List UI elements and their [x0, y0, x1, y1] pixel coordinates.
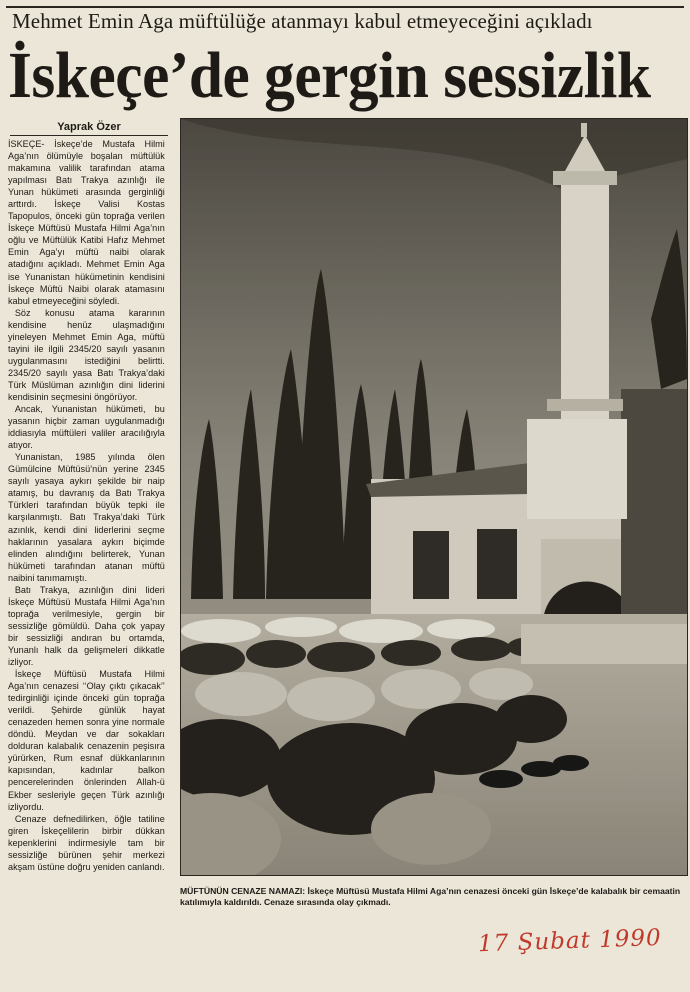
- article-paragraph: İskeçe Müftüsü Mustafa Hilmi Aga’nın cenazesi ‘‘Olay çıktı çıkacak’’ tedirginliği içinde önceki gün toprağa verildi. Şehirde günlük hayat cenazeden hemen sonra yine normale döndü. Meydan ve dar sokakları dolduran kalabalık cenazenin peşisıra yürürken, Rum esnaf dükkanlarının kapısından, kadınlar balkon pencerelerinden önlerinden Allah-ü Ekber sesleriyle geçen Türk azınlığı izliyordu.: [8, 669, 165, 812]
- article-paragraph: Ancak, Yunanistan hükümeti, bu yasanın hiçbir zaman uygulanmadığı iddiasıyla müftüleri valiler aracılığıyla atıyor.: [8, 404, 165, 451]
- article-paragraph: Yunanistan, 1985 yılında ölen Gümülcine Müftüsü’nün yerine 2345 sayılı yasaya aykırı şekilde bir naip atamış, bu davranış da Batı Trakya Türkleri tarafından büyük tepki ile karşılanmıştı. Batı Trakya’daki Türk azınlık, kendi dini liderlerini seçme haklarının yasalara aykırı biçimde elinden alındığını belirterek, Yunan hükümeti tarafından atanan müftü naibini tanımamıştı.: [8, 452, 165, 583]
- article-paragraph: İSKEÇE- İskeçe’de Mustafa Hilmi Aga’nın ölümüyle boşalan müftülük makamına valilik tarafından atama yapılması Batı Trakya azınlığı ile Yunan hükümeti arasında gerginliği arttırdı. İskeçe Valisi Kostas Tapopulos, önceki gün toprağa verilen İskeçe Müftüsü Mustafa Hilmi Aga’nın oğlu ve Müftülük Katibi Hafız Mehmet Emin Aga’yı müftü naibi olarak atadığını açıkladı. Mehmet Emin Aga ise Yunanistan hükümetinin kendisini İskeçe Müftü Naibi olarak atamasını kabul etmeyeceğini söyledi.: [8, 139, 165, 306]
- article-paragraph: Batı Trakya, azınlığın dini lideri İskeçe Müftüsü Mustafa Hilmi Aga’nın toprağa verilmesiyle, gergin bir sessizliğe gömüldü. Daha çok yapay bir sessizliği andıran bu ortamda, Yunanlı halk da gelişmeleri dikkatle izliyor.: [8, 584, 165, 668]
- kicker-headline: Mehmet Emin Aga müftülüğe atanmayı kabul etmeyeceğini açıkladı: [12, 9, 593, 33]
- author-byline: Yaprak Özer: [10, 121, 168, 136]
- photo-caption: [180, 886, 686, 908]
- funeral-prayer-photo: [180, 118, 688, 876]
- article-paragraph: Söz konusu atama kararının kendisine henüz ulaşmadığını yineleyen Mehmet Emin Aga, müftü tayini ile ilgili 2345/20 sayılı yasanın uygulanmasını istediğini belirtti. 2345/20 sayılı yasa Batı Trakya’daki Türk Müslüman azınlığın dini liderini kendisinin seçmesini öngörüyor.: [8, 307, 165, 402]
- main-headline: İskeçe’de gergin sessizlik: [8, 39, 651, 112]
- caption-lead: MÜFTÜNÜN CENAZE NAMAZI:: [180, 886, 308, 896]
- handwritten-date: 17 Şubat 1990: [477, 924, 663, 958]
- article-paragraph: Cenaze defnedilirken, öğle tatiline giren İskeçelilerin birbir dükkan kepenklerini indirmesiyle tam bir sessizliğe bürünen şehir merkezi akşam üstüne doğru yeniden canlandı.: [8, 813, 165, 872]
- caption-text: İskeçe Müftüsü Mustafa Hilmi Aga’nın cenazesi önceki gün İskeçe’de kalabalık bir cemaatin katılımıyla kaldırıldı. Cenaze sırasında olay çıkmadı.: [180, 886, 681, 907]
- photo-illustration: [181, 119, 687, 875]
- article-body: [8, 138, 165, 918]
